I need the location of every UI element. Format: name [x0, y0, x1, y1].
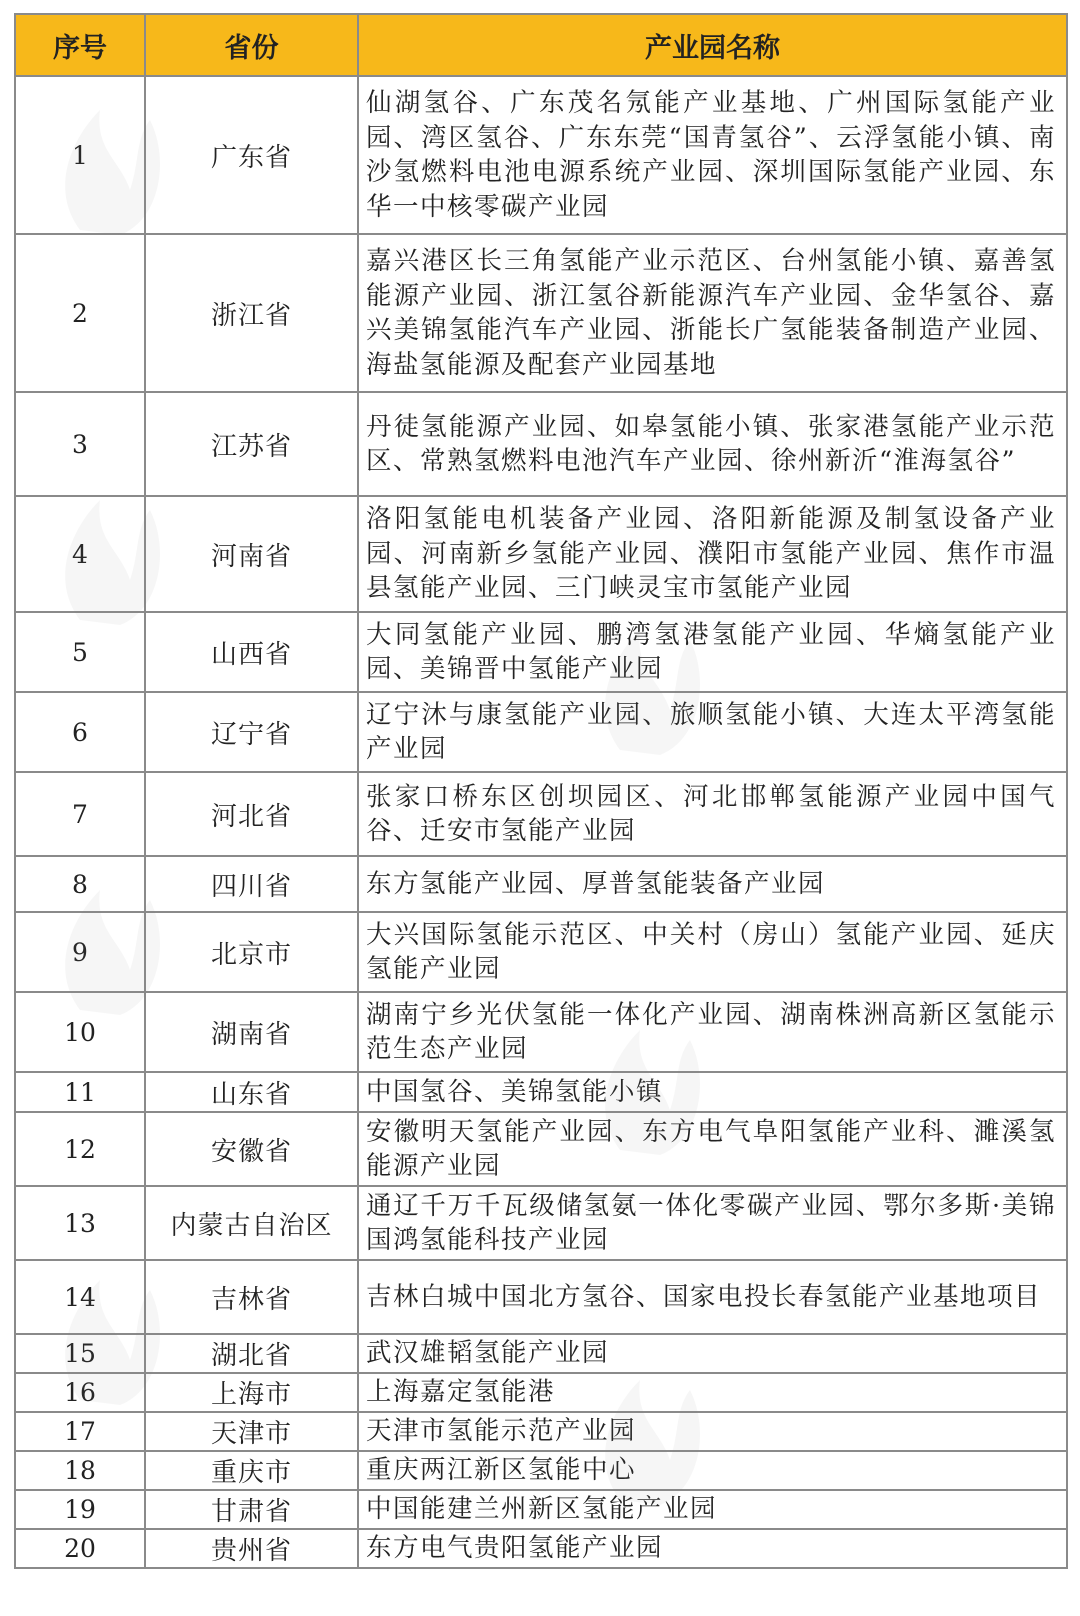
table-container: [14, 13, 1066, 1569]
row-province: 山东省: [145, 1072, 358, 1112]
table-body: [15, 76, 1067, 1568]
row-number: 6: [15, 692, 145, 772]
table-row: [15, 392, 1067, 496]
row-province: 浙江省: [145, 234, 358, 392]
header-park-names: 产业园名称: [358, 14, 1067, 76]
row-province: 山西省: [145, 612, 358, 692]
header-number: 序号: [15, 14, 145, 76]
row-province: 吉林省: [145, 1260, 358, 1334]
row-number: 5: [15, 612, 145, 692]
row-park-names: 嘉兴港区长三角氢能产业示范区、台州氢能小镇、嘉善氢能源产业园、浙江氢谷新能源汽车产业园、金华氢谷、嘉兴美锦氢能汽车产业园、浙能长广氢能装备制造产业园、海盐氢能源及配套产业园基地: [358, 234, 1067, 392]
table-row: [15, 234, 1067, 392]
row-number: 2: [15, 234, 145, 392]
table-row: [15, 856, 1067, 912]
row-number: 14: [15, 1260, 145, 1334]
row-province: 安徽省: [145, 1112, 358, 1186]
row-number: 4: [15, 496, 145, 612]
row-number: 16: [15, 1373, 145, 1412]
table-row: [15, 1260, 1067, 1334]
row-number: 10: [15, 992, 145, 1072]
row-province: 上海市: [145, 1373, 358, 1412]
row-number: 17: [15, 1412, 145, 1451]
row-park-names: 中国氢谷、美锦氢能小镇: [358, 1072, 1067, 1112]
row-number: 8: [15, 856, 145, 912]
row-park-names: 通辽千万千瓦级储氢氨一体化零碳产业园、鄂尔多斯·美锦国鸿氢能科技产业园: [358, 1186, 1067, 1260]
row-park-names: 洛阳氢能电机装备产业园、洛阳新能源及制氢设备产业园、河南新乡氢能产业园、濮阳市氢能产业园、焦作市温县氢能产业园、三门峡灵宝市氢能产业园: [358, 496, 1067, 612]
row-province: 重庆市: [145, 1451, 358, 1490]
row-park-names: 张家口桥东区创坝园区、河北邯郸氢能源产业园中国气谷、迁安市氢能产业园: [358, 772, 1067, 856]
table-header: [15, 14, 1067, 76]
table-row: [15, 496, 1067, 612]
row-number: 15: [15, 1334, 145, 1373]
row-number: 13: [15, 1186, 145, 1260]
row-province: 湖北省: [145, 1334, 358, 1373]
row-park-names: 湖南宁乡光伏氢能一体化产业园、湖南株洲高新区氢能示范生态产业园: [358, 992, 1067, 1072]
row-park-names: 东方电气贵阳氢能产业园: [358, 1529, 1067, 1568]
table-row: [15, 1072, 1067, 1112]
header-row: [15, 14, 1067, 76]
row-park-names: 吉林白城中国北方氢谷、国家电投长春氢能产业基地项目: [358, 1260, 1067, 1334]
table-row: [15, 76, 1067, 234]
table-row: [15, 1412, 1067, 1451]
table-row: [15, 772, 1067, 856]
row-park-names: 丹徒氢能源产业园、如皋氢能小镇、张家港氢能产业示范区、常熟氢燃料电池汽车产业园、徐州新沂“淮海氢谷”: [358, 392, 1067, 496]
hydrogen-park-table: [14, 13, 1068, 1569]
row-number: 9: [15, 912, 145, 992]
row-province: 甘肃省: [145, 1490, 358, 1529]
table-row: [15, 1334, 1067, 1373]
table-row: [15, 912, 1067, 992]
row-number: 11: [15, 1072, 145, 1112]
row-province: 河南省: [145, 496, 358, 612]
table-row: [15, 1529, 1067, 1568]
row-number: 7: [15, 772, 145, 856]
row-number: 12: [15, 1112, 145, 1186]
table-row: [15, 1490, 1067, 1529]
header-province: 省份: [145, 14, 358, 76]
row-park-names: 天津市氢能示范产业园: [358, 1412, 1067, 1451]
row-province: 内蒙古自治区: [145, 1186, 358, 1260]
table-row: [15, 692, 1067, 772]
row-park-names: 中国能建兰州新区氢能产业园: [358, 1490, 1067, 1529]
row-province: 河北省: [145, 772, 358, 856]
table-row: [15, 1373, 1067, 1412]
row-number: 18: [15, 1451, 145, 1490]
row-number: 1: [15, 76, 145, 234]
row-park-names: 仙湖氢谷、广东茂名氖能产业基地、广州国际氢能产业园、湾区氢谷、广东东莞“国青氢谷”、云浮氢能小镇、南沙氢燃料电池电源系统产业园、深圳国际氢能产业园、东华一中核零碳产业园: [358, 76, 1067, 234]
row-province: 贵州省: [145, 1529, 358, 1568]
row-park-names: 武汉雄韬氢能产业园: [358, 1334, 1067, 1373]
row-number: 20: [15, 1529, 145, 1568]
row-park-names: 大兴国际氢能示范区、中关村（房山）氢能产业园、延庆氢能产业园: [358, 912, 1067, 992]
table-row: [15, 1186, 1067, 1260]
row-province: 四川省: [145, 856, 358, 912]
row-park-names: 安徽明天氢能产业园、东方电气阜阳氢能产业科、濉溪氢能源产业园: [358, 1112, 1067, 1186]
table-row: [15, 1451, 1067, 1490]
row-province: 湖南省: [145, 992, 358, 1072]
row-park-names: 辽宁沐与康氢能产业园、旅顺氢能小镇、大连太平湾氢能产业园: [358, 692, 1067, 772]
row-province: 辽宁省: [145, 692, 358, 772]
table-row: [15, 1112, 1067, 1186]
row-park-names: 上海嘉定氢能港: [358, 1373, 1067, 1412]
row-province: 北京市: [145, 912, 358, 992]
row-park-names: 东方氢能产业园、厚普氢能装备产业园: [358, 856, 1067, 912]
row-number: 3: [15, 392, 145, 496]
row-province: 天津市: [145, 1412, 358, 1451]
table-row: [15, 612, 1067, 692]
row-park-names: 大同氢能产业园、鹏湾氢港氢能产业园、华熵氢能产业园、美锦晋中氢能产业园: [358, 612, 1067, 692]
row-province: 广东省: [145, 76, 358, 234]
row-number: 19: [15, 1490, 145, 1529]
row-park-names: 重庆两江新区氢能中心: [358, 1451, 1067, 1490]
row-province: 江苏省: [145, 392, 358, 496]
table-row: [15, 992, 1067, 1072]
